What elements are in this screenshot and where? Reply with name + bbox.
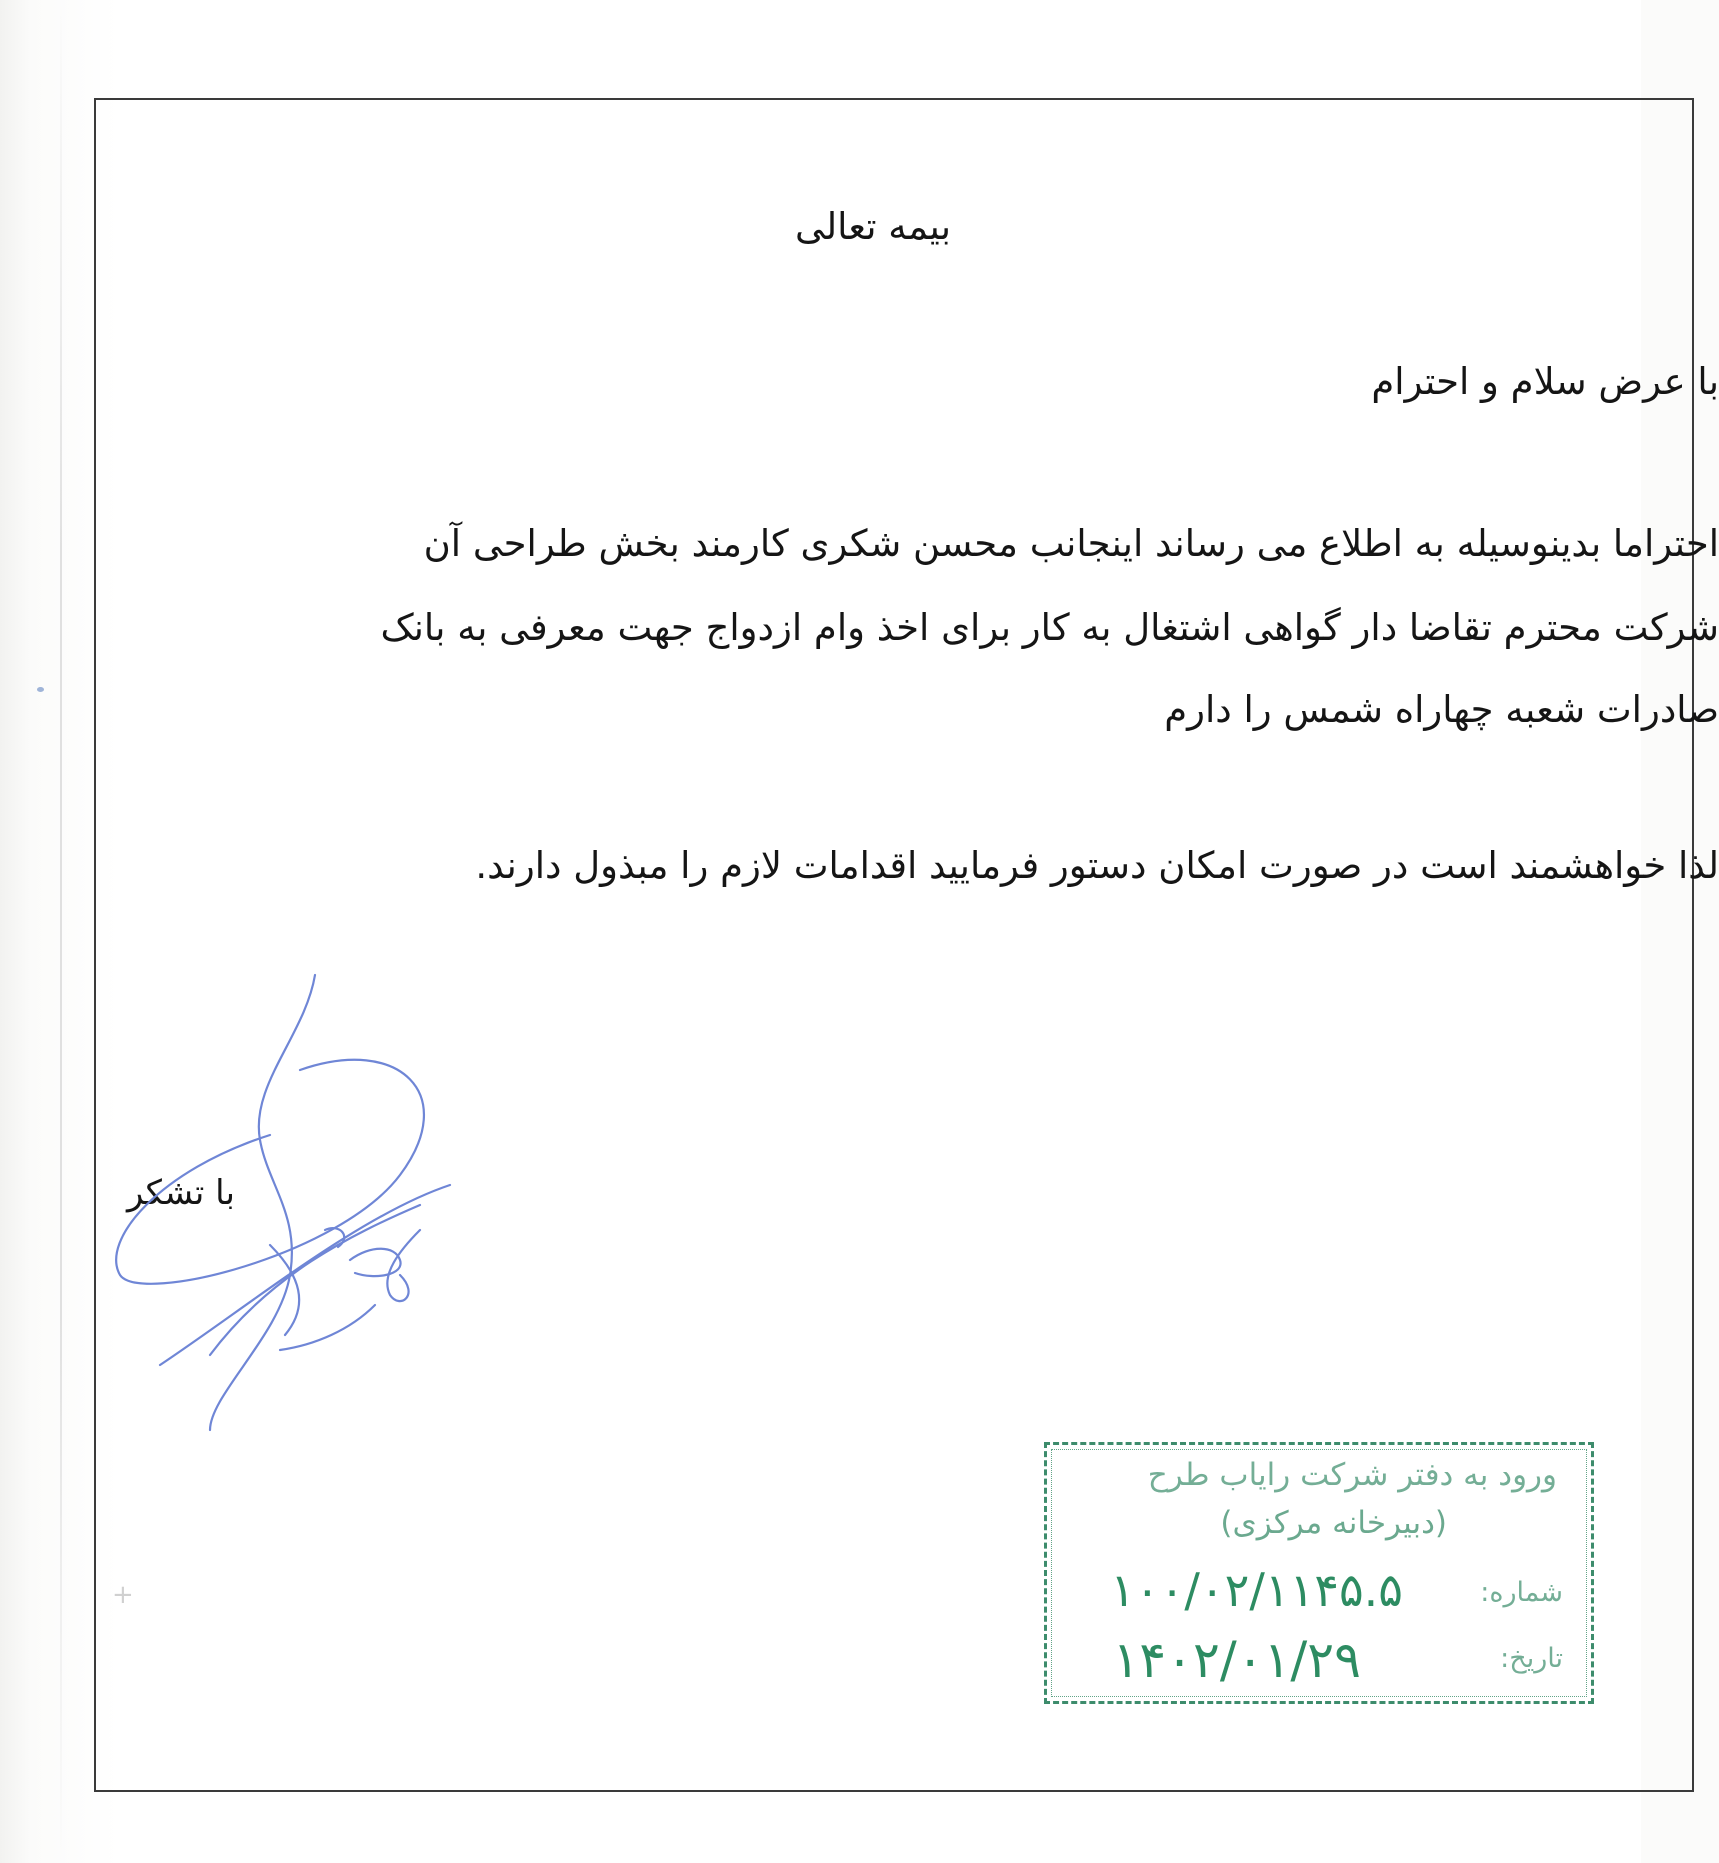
scan-speck (37, 687, 44, 692)
receipt-stamp (1044, 1442, 1594, 1704)
letter-greeting: با عرض سلام و احترام (1371, 360, 1719, 403)
page-edge-shadow (60, 0, 62, 1863)
faint-plus-mark: + (112, 1580, 134, 1610)
body-line-3: صادرات شعبه چهاراه شمس را دارم (1164, 688, 1719, 731)
body-line-2: شرکت محترم تقاضا دار گواهی اشتغال به کار برای اخذ وام ازدواج جهت معرفی به بانک (380, 606, 1719, 649)
letter-closing-line: لذا خواهشمند است در صورت امکان دستور فرمایید اقدامات لازم را مبذول دارند. (475, 844, 1719, 887)
sign-off-text: با تشکر (127, 1173, 235, 1213)
handwritten-signature (100, 975, 500, 1455)
letter-heading: بیمه تعالی (795, 205, 951, 248)
stamp-date-value: ۱۴۰۲/۰۱/۲۹ (1112, 1631, 1361, 1689)
stamp-number-value: ۱۰۰/۰۲/۱۱۴۵.۵ (1110, 1563, 1403, 1617)
body-line-1: احتراما بدینوسیله به اطلاع می رساند اینجانب محسن شکری کارمند بخش طراحی آن (423, 522, 1719, 565)
stamp-date-label: تاریخ: (1500, 1643, 1563, 1674)
stamp-subtitle: (دبیرخانه مرکزی) (1220, 1505, 1447, 1541)
stamp-number-label: شماره: (1480, 1577, 1563, 1608)
stamp-title: ورود به دفتر شرکت رایاب طرح (1147, 1457, 1557, 1493)
